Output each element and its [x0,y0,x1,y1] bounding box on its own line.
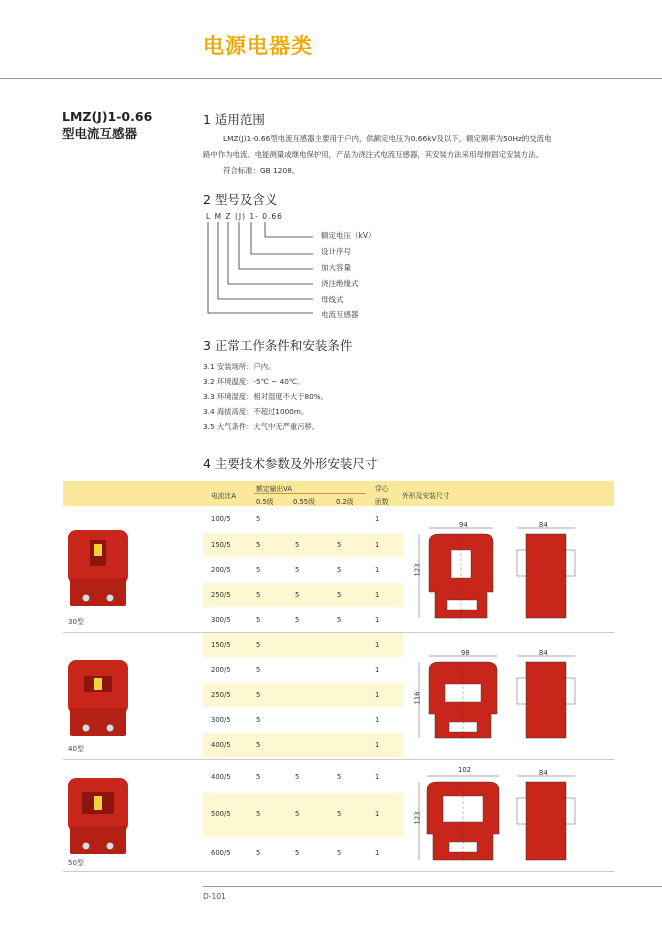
cell-class-02: 5 [337,810,342,818]
page-number: D-101 [203,892,226,901]
cell-class-05: 5 [256,691,261,699]
condition-item: 3.3 环境湿度：相对湿度不大于80%。 [203,392,329,401]
cell-class-02: 5 [337,566,342,574]
table-row [203,558,403,582]
product-photo-40 [64,656,134,744]
cell-turns: 1 [375,810,380,818]
model-label-design: 设计序号 [321,247,351,256]
cell-class-05: 5 [256,566,261,574]
condition-item: 3.2 环境温度：-5℃ ~ 40℃。 [203,377,305,386]
header-turns-2: 匝数 [375,498,389,506]
dimension-drawing-50 [413,768,613,868]
cell-ratio: 400/5 [211,741,231,749]
group-divider [63,871,614,872]
footer-divider [203,886,662,887]
cell-ratio: 150/5 [211,641,231,649]
cell-ratio: 250/5 [211,591,231,599]
product-model: LMZ(J)1-0.66 [62,109,153,124]
header-turns-1: 穿心 [375,485,389,493]
condition-item: 3.1 安装场所：户内。 [203,362,276,371]
cell-ratio: 300/5 [211,716,231,724]
table-row [203,683,403,707]
cell-turns: 1 [375,616,380,624]
cell-class-05: 5 [256,773,261,781]
cell-turns: 1 [375,641,380,649]
section-2-title: 2 型号及含义 [203,192,278,207]
cell-class-05: 5 [256,716,261,724]
section-1-line-2: 路中作为电流、电能测量或继电保护用，产品为浇注式电流互感器，其安装方法采用母排固定安装方法。 [203,150,543,159]
condition-item: 3.4 海拔高度：不超过1000m。 [203,407,309,416]
cell-turns: 1 [375,566,380,574]
cell-turns: 1 [375,666,380,674]
cell-turns: 1 [375,691,380,699]
header-class-02: 0.2级 [336,498,354,506]
cell-ratio: 200/5 [211,666,231,674]
category-title: 电源电器类 [203,34,313,58]
cell-class-05: 5 [256,515,261,523]
cell-class-05: 5 [256,810,261,818]
cell-class-055: 5 [295,810,300,818]
section-1-standard: 符合标准：GB 1208。 [223,166,300,175]
product-photo-30 [64,526,134,614]
cell-class-05: 5 [256,849,261,857]
cell-class-02: 5 [337,616,342,624]
cell-class-05: 5 [256,741,261,749]
cell-turns: 1 [375,591,380,599]
condition-item: 3.5 大气条件：大气中无严重污秽。 [203,422,320,431]
cell-class-05: 5 [256,591,261,599]
cell-class-055: 5 [295,773,300,781]
cell-turns: 1 [375,515,380,523]
table-row [203,533,403,557]
group-divider [63,759,614,760]
cell-ratio: 400/5 [211,773,231,781]
dimension-drawing-40 [413,648,613,748]
dim-depth-40: 84 [539,649,548,657]
model-50-label: 50型 [68,859,84,867]
cell-class-02: 5 [337,541,342,549]
header-dims: 外形及安装尺寸 [402,492,450,500]
table-row [203,508,403,532]
cell-class-055: 5 [295,541,300,549]
cell-turns: 1 [375,541,380,549]
model-label-cast: 浇注绝缘式 [321,279,359,288]
cell-class-055: 5 [295,591,300,599]
header-ratio: 电流比A [211,492,237,500]
table-row [203,841,403,865]
header-output-rule [254,493,366,494]
cell-class-055: 5 [295,566,300,574]
dim-height-30: 123 [413,563,422,577]
cell-class-02: 5 [337,849,342,857]
header-class-055: 0.55级 [293,498,315,506]
cell-ratio: 300/5 [211,616,231,624]
dim-width-30: 94 [459,521,468,529]
cell-turns: 1 [375,773,380,781]
dim-width-50: 102 [458,766,471,774]
header-divider [0,78,662,79]
model-breakdown-lines [203,222,323,322]
table-row [203,765,403,789]
cell-class-02: 5 [337,773,342,781]
cell-ratio: 150/5 [211,541,231,549]
dimension-drawing-30 [413,520,613,630]
dim-height-50: 123 [413,811,422,825]
table-row [203,793,403,837]
model-label-capacity: 加大容量 [321,263,351,272]
table-row [203,708,403,732]
cell-ratio: 100/5 [211,515,231,523]
product-photo-50 [64,774,134,860]
product-type: 型电流互感器 [62,126,138,141]
cell-class-055: 5 [295,849,300,857]
cell-turns: 1 [375,716,380,724]
table-row [203,633,403,657]
header-class-05: 0.5级 [256,498,274,506]
section-1-title: 1 适用范围 [203,112,265,127]
dim-depth-30: 84 [539,521,548,529]
table-row [203,608,403,632]
model-40-label: 40型 [68,745,84,753]
dim-height-40: 116 [413,691,422,705]
cell-ratio: 500/5 [211,810,231,818]
cell-class-02: 5 [337,591,342,599]
model-label-ct: 电流互感器 [321,310,359,319]
cell-class-055: 5 [295,616,300,624]
cell-ratio: 250/5 [211,691,231,699]
model-label-voltage: 额定电压（kV） [321,231,376,240]
model-code: L M Z (J) 1- 0.66 [206,212,283,221]
model-30-label: 30型 [68,618,84,626]
cell-ratio: 200/5 [211,566,231,574]
dim-width-40: 98 [461,649,470,657]
section-4-title: 4 主要技术参数及外形安装尺寸 [203,456,378,471]
cell-ratio: 600/5 [211,849,231,857]
cell-class-05: 5 [256,616,261,624]
cell-class-05: 5 [256,541,261,549]
cell-turns: 1 [375,849,380,857]
section-3-title: 3 正常工作条件和安装条件 [203,338,353,353]
header-output: 额定输出VA [256,485,293,493]
cell-turns: 1 [375,741,380,749]
table-row [203,583,403,607]
section-1-line-1: LMZ(J)1-0.66型电流互感器主要用于户内，供额定电压为0.66kV及以下，额定频率为50Hz的交流电 [223,134,552,143]
product-title [62,108,152,142]
cell-class-05: 5 [256,666,261,674]
table-row [203,733,403,757]
model-label-busbar: 母线式 [321,295,344,304]
cell-class-05: 5 [256,641,261,649]
table-row [203,658,403,682]
dim-depth-50: 84 [539,769,548,777]
